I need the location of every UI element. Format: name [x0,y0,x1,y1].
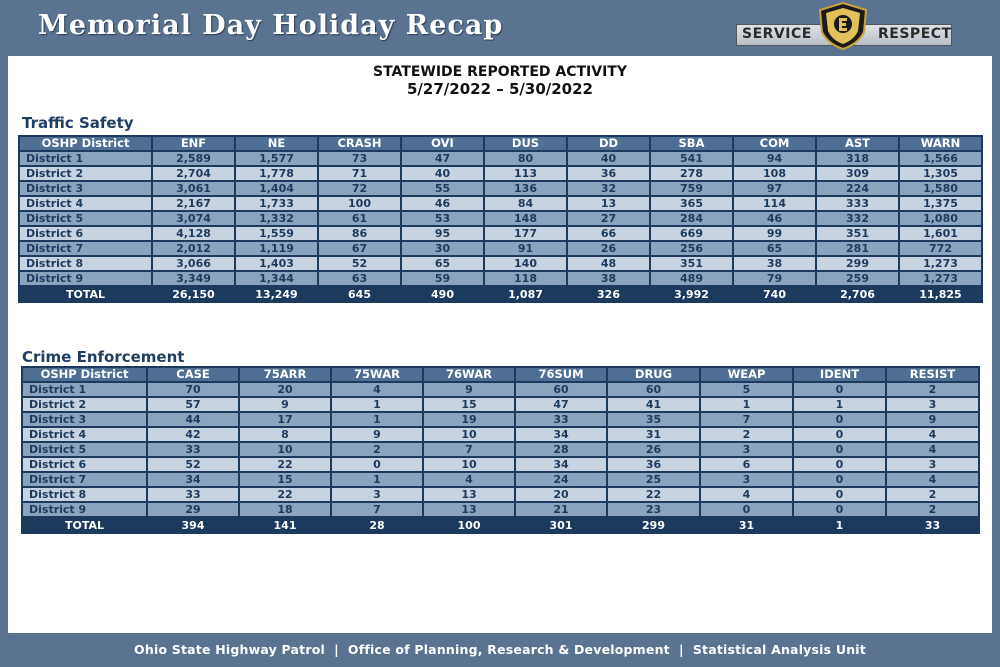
table-cell: 351 [650,256,733,271]
table-cell: 60 [607,382,700,397]
table-cell: 1 [331,397,423,412]
table-cell: 72 [318,181,401,196]
table-cell: 1,332 [235,211,318,226]
logo-right-word: RESPECT [878,26,952,42]
column-header: CASE [147,367,239,382]
table-cell: 29 [147,502,239,517]
total-label: TOTAL [19,286,152,302]
table-cell: 20 [515,487,607,502]
table-cell: 2 [886,487,979,502]
traffic-safety-table [18,135,983,303]
table-cell: 114 [733,196,816,211]
total-cell: 645 [318,286,401,302]
district-label: District 2 [22,397,147,412]
column-header: OVI [401,136,484,151]
table-cell: 772 [899,241,982,256]
table-row [19,226,982,241]
table-cell: 94 [733,151,816,166]
table-cell: 84 [484,196,567,211]
table-cell: 52 [318,256,401,271]
table-cell: 2 [886,502,979,517]
table-cell: 0 [793,442,886,457]
table-cell: 91 [484,241,567,256]
table-cell: 47 [515,397,607,412]
table-cell: 95 [401,226,484,241]
total-cell: 326 [567,286,650,302]
table-cell: 1,577 [235,151,318,166]
table-cell: 2,704 [152,166,235,181]
district-label: District 6 [19,226,152,241]
district-label: District 3 [22,412,147,427]
district-label: District 7 [22,472,147,487]
table-cell: 80 [484,151,567,166]
table-cell: 1,601 [899,226,982,241]
table-cell: 36 [567,166,650,181]
column-header: COM [733,136,816,151]
table-row [22,472,979,487]
logo-left-word: SERVICE [742,26,812,42]
table-cell: 1,119 [235,241,318,256]
district-label: District 1 [22,382,147,397]
table-cell: 4 [331,382,423,397]
total-cell: 11,825 [899,286,982,302]
table-cell: 7 [700,412,793,427]
total-cell: 740 [733,286,816,302]
district-label: District 5 [22,442,147,457]
table-row [22,427,979,442]
table-cell: 30 [401,241,484,256]
table-cell: 4 [886,472,979,487]
table-cell: 22 [239,457,331,472]
table-cell: 47 [401,151,484,166]
table-cell: 1,403 [235,256,318,271]
district-label: District 9 [19,271,152,286]
table-cell: 3 [700,442,793,457]
table-cell: 8 [239,427,331,442]
table-row [22,397,979,412]
table-cell: 34 [515,457,607,472]
table-row [22,382,979,397]
table-cell: 669 [650,226,733,241]
table-cell: 0 [793,502,886,517]
table-cell: 9 [239,397,331,412]
table-cell: 1 [700,397,793,412]
table-cell: 38 [733,256,816,271]
column-header: IDENT [793,367,886,382]
table-cell: 1,404 [235,181,318,196]
column-header: DRUG [607,367,700,382]
total-row [22,517,979,533]
total-cell: 26,150 [152,286,235,302]
column-header: OSHP District [22,367,147,382]
column-header: DUS [484,136,567,151]
table-cell: 3,066 [152,256,235,271]
table-cell: 34 [147,472,239,487]
table-cell: 52 [147,457,239,472]
table-cell: 40 [567,151,650,166]
footer-text: Ohio State Highway Patrol | Office of Planning, Research & Development | Statistical Analysis Unit [134,642,866,657]
table-cell: 71 [318,166,401,181]
total-cell: 33 [886,517,979,533]
column-header: RESIST [886,367,979,382]
table-cell: 28 [515,442,607,457]
total-cell: 100 [423,517,515,533]
table-cell: 42 [147,427,239,442]
column-header: WEAP [700,367,793,382]
table-cell: 281 [816,241,899,256]
column-header: ENF [152,136,235,151]
table-cell: 118 [484,271,567,286]
table-cell: 40 [401,166,484,181]
table-cell: 9 [423,382,515,397]
table-cell: 284 [650,211,733,226]
table-row [19,271,982,286]
table-cell: 67 [318,241,401,256]
total-cell: 1,087 [484,286,567,302]
total-row [19,286,982,302]
district-label: District 8 [22,487,147,502]
report-date-range: 5/27/2022 – 5/30/2022 [407,80,593,98]
table-cell: 24 [515,472,607,487]
table-cell: 3,074 [152,211,235,226]
column-header: 76WAR [423,367,515,382]
header-bar [0,0,1000,56]
table-cell: 32 [567,181,650,196]
table-cell: 278 [650,166,733,181]
total-cell: 141 [239,517,331,533]
table-cell: 1,273 [899,256,982,271]
table-cell: 365 [650,196,733,211]
table-cell: 0 [793,382,886,397]
district-label: District 5 [19,211,152,226]
total-cell: 31 [700,517,793,533]
district-label: District 9 [22,502,147,517]
table-cell: 59 [401,271,484,286]
table-row [22,412,979,427]
table-row [19,196,982,211]
table-cell: 44 [147,412,239,427]
table-cell: 22 [239,487,331,502]
table-cell: 20 [239,382,331,397]
table-cell: 61 [318,211,401,226]
table-cell: 351 [816,226,899,241]
table-cell: 15 [239,472,331,487]
table-cell: 46 [401,196,484,211]
table-cell: 1,559 [235,226,318,241]
table-cell: 7 [331,502,423,517]
table-cell: 2 [331,442,423,457]
total-cell: 394 [147,517,239,533]
total-cell: 2,706 [816,286,899,302]
table-cell: 9 [886,412,979,427]
district-label: District 1 [19,151,152,166]
table-cell: 333 [816,196,899,211]
table-row [22,502,979,517]
table-cell: 2,167 [152,196,235,211]
column-header: 76SUM [515,367,607,382]
table-cell: 541 [650,151,733,166]
column-header: OSHP District [19,136,152,151]
table-cell: 33 [147,487,239,502]
district-label: District 4 [19,196,152,211]
table-cell: 3,061 [152,181,235,196]
table-cell: 1,305 [899,166,982,181]
table-cell: 1,778 [235,166,318,181]
table-cell: 224 [816,181,899,196]
table-cell: 26 [567,241,650,256]
table-cell: 3,349 [152,271,235,286]
table-cell: 10 [239,442,331,457]
table-row [22,457,979,472]
total-cell: 299 [607,517,700,533]
table-cell: 13 [567,196,650,211]
table-cell: 21 [515,502,607,517]
table-row [19,151,982,166]
table-cell: 4 [423,472,515,487]
table-cell: 0 [331,457,423,472]
column-header: 75WAR [331,367,423,382]
table-row [19,241,982,256]
table-cell: 35 [607,412,700,427]
table-cell: 0 [793,457,886,472]
table-cell: 53 [401,211,484,226]
table-header-row [22,367,979,382]
table-cell: 10 [423,457,515,472]
table-cell: 38 [567,271,650,286]
patrol-badge-icon [814,2,872,50]
table-cell: 259 [816,271,899,286]
page-title: Memorial Day Holiday Recap [38,10,504,41]
table-cell: 318 [816,151,899,166]
table-cell: 33 [515,412,607,427]
table-cell: 48 [567,256,650,271]
district-label: District 8 [19,256,152,271]
table-cell: 18 [239,502,331,517]
table-cell: 7 [423,442,515,457]
table-cell: 1,375 [899,196,982,211]
table-cell: 13 [423,502,515,517]
table-cell: 136 [484,181,567,196]
table-cell: 2,589 [152,151,235,166]
table-cell: 66 [567,226,650,241]
table-cell: 25 [607,472,700,487]
table-row [19,256,982,271]
table-cell: 2 [886,382,979,397]
table-cell: 3 [886,457,979,472]
total-cell: 1 [793,517,886,533]
table-cell: 60 [515,382,607,397]
table-cell: 3 [700,472,793,487]
table-cell: 0 [700,502,793,517]
column-header: SBA [650,136,733,151]
table-cell: 31 [607,427,700,442]
table-cell: 36 [607,457,700,472]
table-cell: 4 [886,442,979,457]
table-cell: 63 [318,271,401,286]
table-cell: 108 [733,166,816,181]
table-cell: 99 [733,226,816,241]
table-cell: 23 [607,502,700,517]
total-cell: 301 [515,517,607,533]
table-cell: 100 [318,196,401,211]
column-header: WARN [899,136,982,151]
table-cell: 26 [607,442,700,457]
table-cell: 4 [886,427,979,442]
district-label: District 3 [19,181,152,196]
table-cell: 1,080 [899,211,982,226]
report-panel [8,56,992,633]
table-cell: 13 [423,487,515,502]
table-cell: 2 [700,427,793,442]
table-cell: 332 [816,211,899,226]
table-cell: 17 [239,412,331,427]
table-row [19,166,982,181]
table-cell: 1 [793,397,886,412]
table-cell: 148 [484,211,567,226]
district-label: District 2 [19,166,152,181]
table-cell: 73 [318,151,401,166]
table-cell: 0 [793,487,886,502]
table-cell: 759 [650,181,733,196]
table-cell: 6 [700,457,793,472]
table-row [19,211,982,226]
table-row [22,442,979,457]
table-cell: 46 [733,211,816,226]
table-cell: 57 [147,397,239,412]
table-cell: 34 [515,427,607,442]
table-cell: 9 [331,427,423,442]
table-cell: 41 [607,397,700,412]
column-header: CRASH [318,136,401,151]
column-header: 75ARR [239,367,331,382]
table-cell: 1,344 [235,271,318,286]
table-cell: 86 [318,226,401,241]
table-cell: 70 [147,382,239,397]
table-cell: 33 [147,442,239,457]
table-cell: 15 [423,397,515,412]
table-cell: 177 [484,226,567,241]
table-cell: 55 [401,181,484,196]
table-cell: 256 [650,241,733,256]
total-label: TOTAL [22,517,147,533]
table-cell: 5 [700,382,793,397]
column-header: DD [567,136,650,151]
table-cell: 79 [733,271,816,286]
total-cell: 28 [331,517,423,533]
table-cell: 2,012 [152,241,235,256]
table-cell: 3 [886,397,979,412]
table-cell: 65 [733,241,816,256]
table-cell: 113 [484,166,567,181]
table-cell: 1 [331,472,423,487]
table-cell: 1 [331,412,423,427]
table-cell: 65 [401,256,484,271]
traffic-safety-title: Traffic Safety [22,114,134,132]
table-cell: 0 [793,412,886,427]
table-cell: 97 [733,181,816,196]
service-respect-logo [736,2,952,50]
table-cell: 299 [816,256,899,271]
table-cell: 4,128 [152,226,235,241]
table-cell: 0 [793,472,886,487]
table-cell: 1,733 [235,196,318,211]
crime-enforcement-table [21,366,980,534]
report-title: STATEWIDE REPORTED ACTIVITY [373,64,627,80]
table-cell: 140 [484,256,567,271]
table-cell: 4 [700,487,793,502]
table-cell: 22 [607,487,700,502]
total-cell: 13,249 [235,286,318,302]
district-label: District 6 [22,457,147,472]
table-row [19,181,982,196]
table-row [22,487,979,502]
column-header: AST [816,136,899,151]
table-cell: 309 [816,166,899,181]
table-cell: 1,273 [899,271,982,286]
district-label: District 7 [19,241,152,256]
total-cell: 490 [401,286,484,302]
table-cell: 27 [567,211,650,226]
table-cell: 10 [423,427,515,442]
total-cell: 3,992 [650,286,733,302]
table-cell: 1,566 [899,151,982,166]
district-label: District 4 [22,427,147,442]
table-cell: 19 [423,412,515,427]
table-cell: 3 [331,487,423,502]
table-header-row [19,136,982,151]
crime-enforcement-title: Crime Enforcement [22,348,185,366]
table-cell: 1,580 [899,181,982,196]
table-cell: 0 [793,427,886,442]
column-header: NE [235,136,318,151]
table-cell: 489 [650,271,733,286]
